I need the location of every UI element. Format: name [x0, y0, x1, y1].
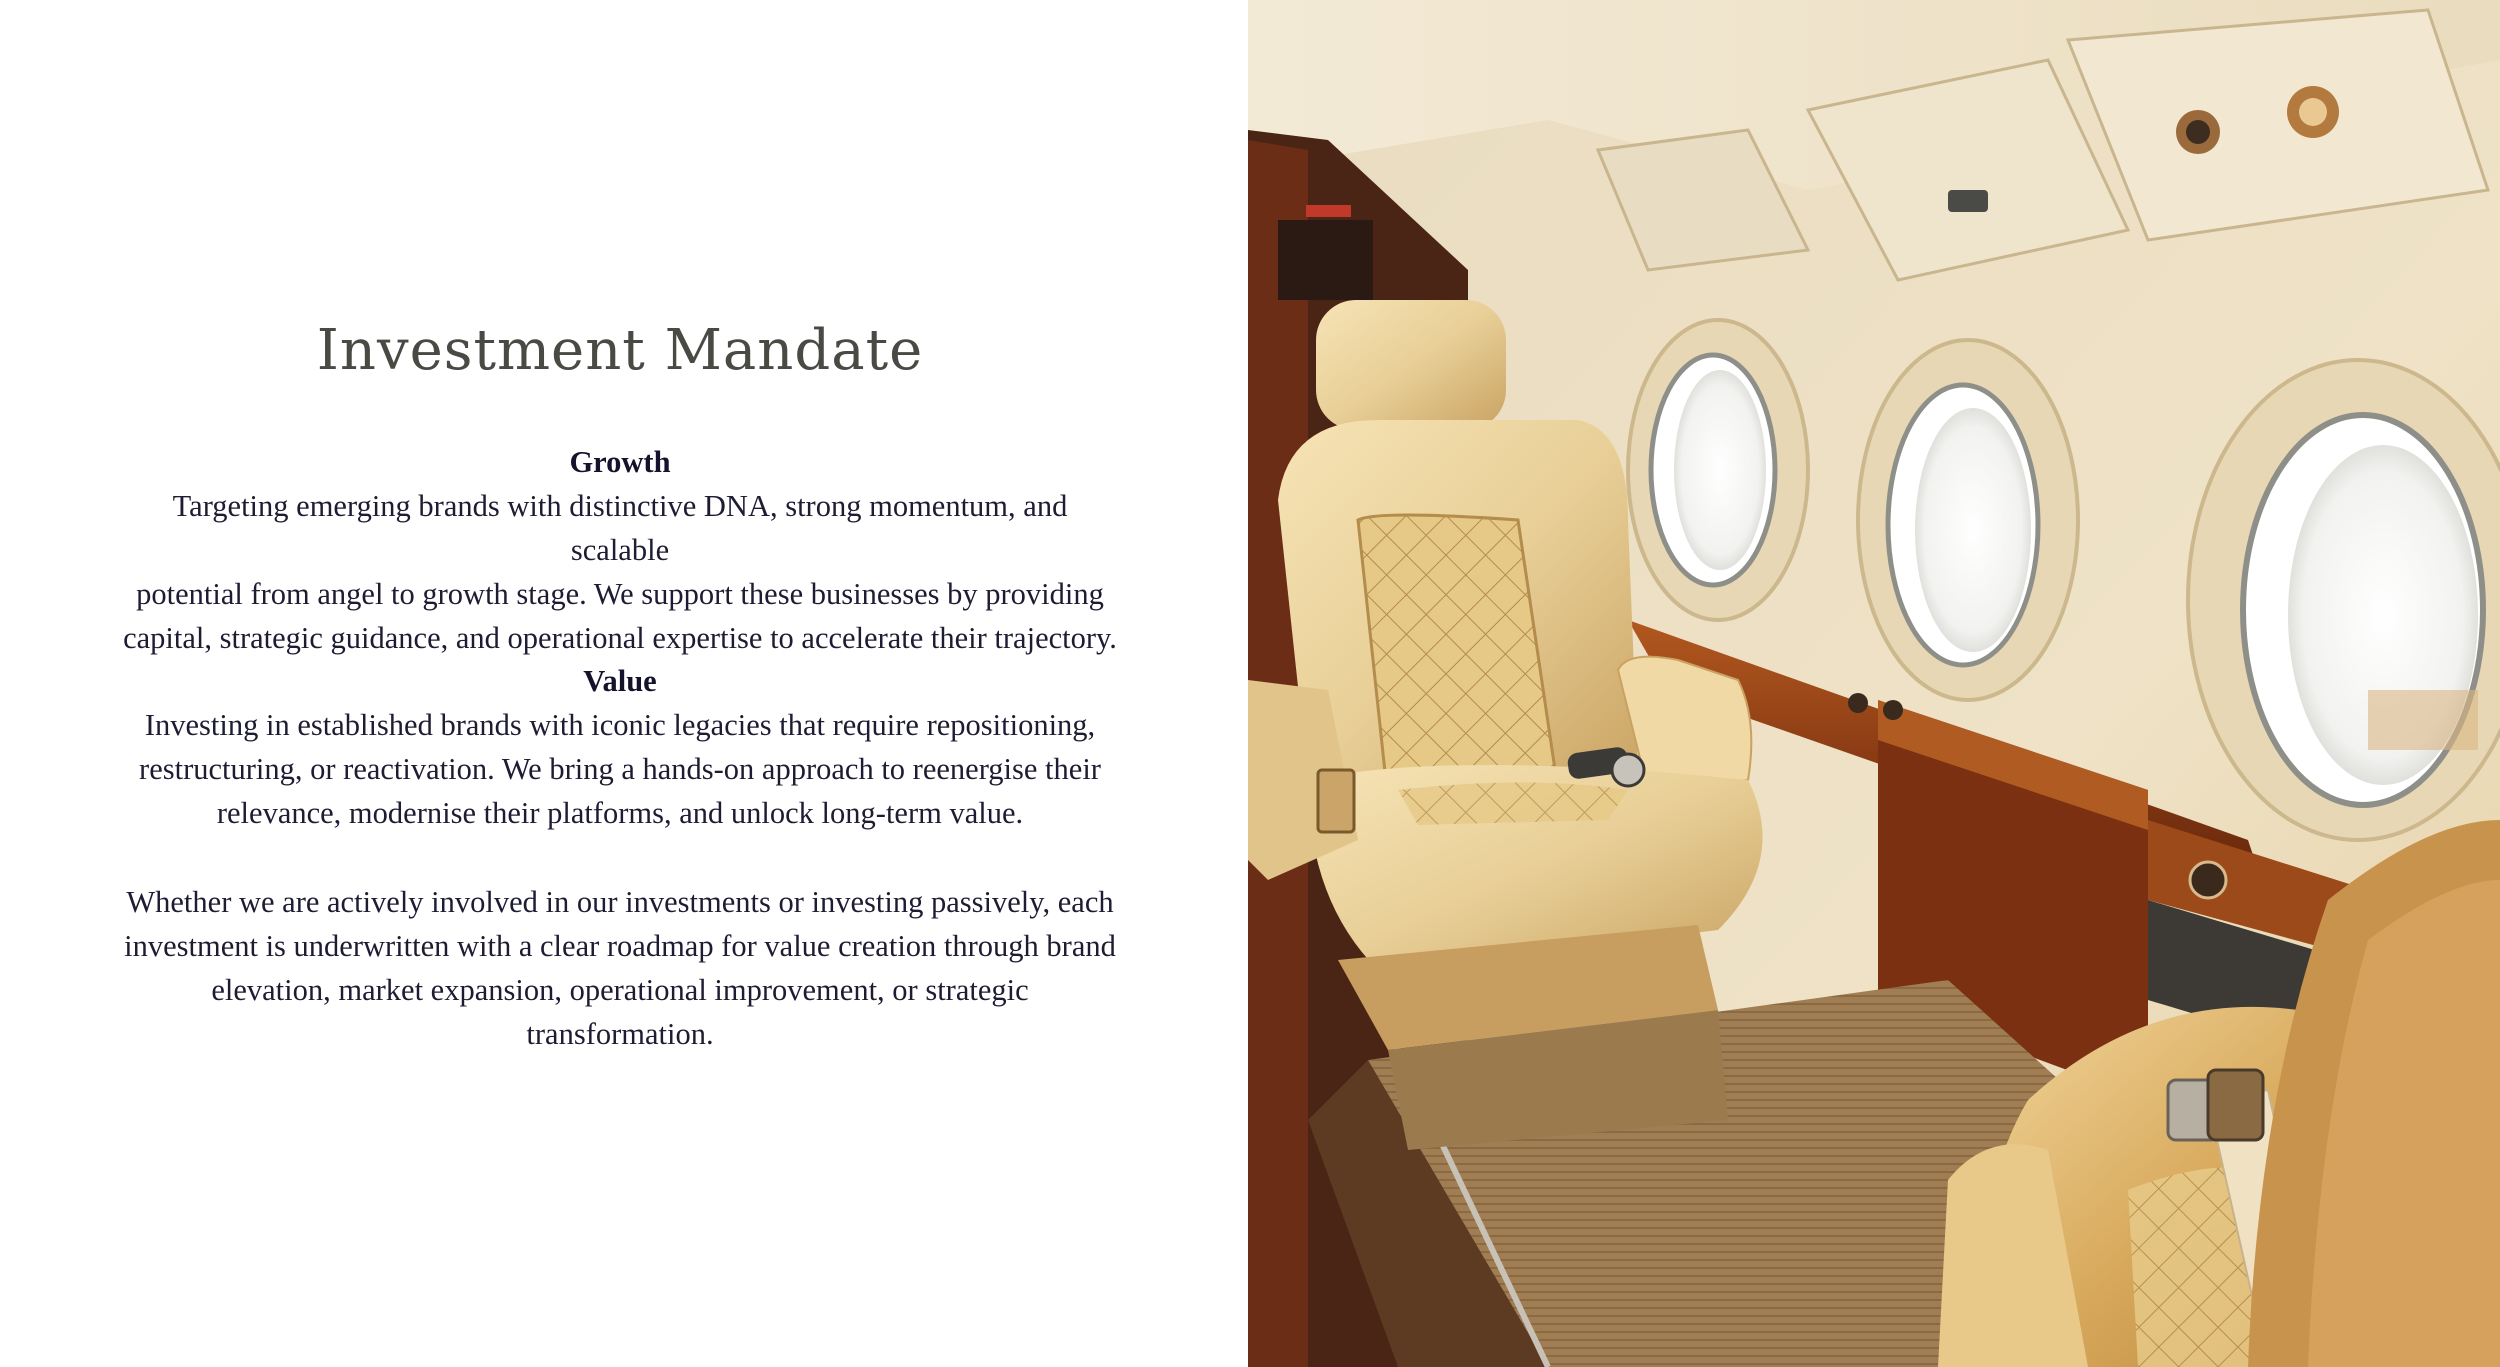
section-value [120, 659, 1120, 835]
jet-cabin-image [1248, 0, 2500, 1367]
body-line: transformation. [526, 1017, 714, 1051]
body-line: capital, strategic guidance, and operational expertise to accelerate their trajectory. [123, 621, 1117, 655]
page-title: Investment Mandate [316, 318, 924, 383]
body-line: Investing in established brands with iconic legacies that require repositioning, [144, 708, 1096, 742]
section-heading: Growth [569, 445, 671, 479]
text-panel [0, 0, 1248, 1367]
body-line: relevance, modernise their platforms, and unlock long-term value. [216, 796, 1024, 830]
body-line: investment is underwritten with a clear roadmap for value creation through brand [124, 929, 1116, 963]
body-line: Whether we are actively involved in our investments or investing passively, each [126, 885, 1114, 919]
body-line: elevation, market expansion, operational improvement, or strategic [211, 973, 1029, 1007]
body-line: Targeting emerging brands with distinctive DNA, strong momentum, and scalable [172, 489, 1068, 567]
section-growth [120, 440, 1120, 660]
private-jet-cabin-photo [1248, 0, 2500, 1367]
section-heading: Value [583, 664, 657, 698]
section-closing [120, 880, 1120, 1056]
body-line: potential from angel to growth stage. We support these businesses by providing [136, 577, 1104, 611]
body-line: restructuring, or reactivation. We bring a hands-on approach to reenergise their [139, 752, 1101, 786]
